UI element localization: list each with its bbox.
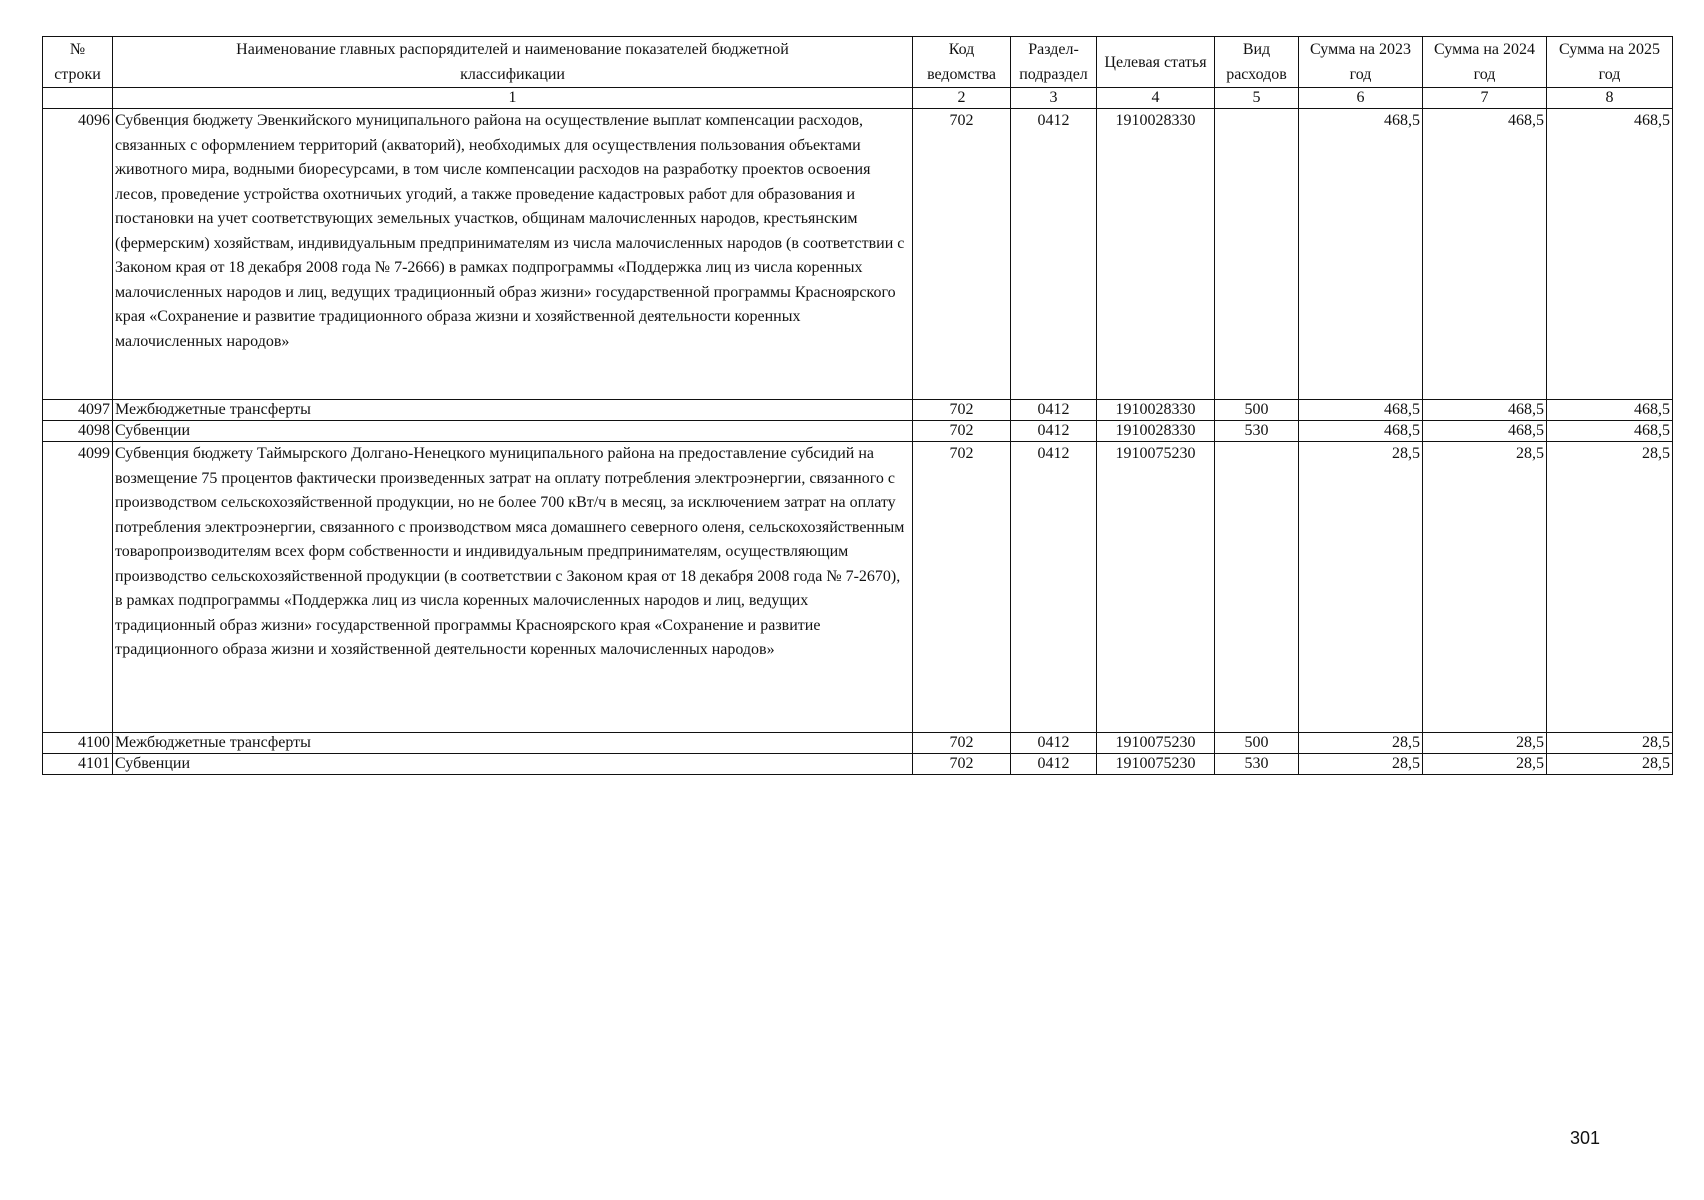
row-number: 4098 bbox=[43, 421, 113, 442]
row-name: Субвенции bbox=[113, 754, 913, 775]
row-2024: 468,5 bbox=[1423, 400, 1547, 421]
row-ved: 702 bbox=[913, 754, 1011, 775]
row-2025: 468,5 bbox=[1547, 400, 1673, 421]
header-statya: Целевая статья bbox=[1097, 37, 1215, 88]
header-row bbox=[43, 37, 1673, 88]
row-vid bbox=[1215, 109, 1299, 400]
row-razdel: 0412 bbox=[1011, 109, 1097, 400]
row-2023: 28,5 bbox=[1299, 754, 1423, 775]
column-number: 5 bbox=[1215, 88, 1299, 109]
column-number: 1 bbox=[113, 88, 913, 109]
row-2024: 28,5 bbox=[1423, 442, 1547, 733]
row-2023: 468,5 bbox=[1299, 109, 1423, 400]
row-2025: 468,5 bbox=[1547, 421, 1673, 442]
column-number: 7 bbox=[1423, 88, 1547, 109]
row-razdel: 0412 bbox=[1011, 421, 1097, 442]
row-2024: 28,5 bbox=[1423, 733, 1547, 754]
row-vid: 530 bbox=[1215, 421, 1299, 442]
column-number: 8 bbox=[1547, 88, 1673, 109]
header-name: Наименование главных распорядителей и наименование показателей бюджетной классификации bbox=[113, 37, 913, 88]
page-number: 301 bbox=[1570, 1128, 1601, 1148]
row-vid bbox=[1215, 442, 1299, 733]
column-number-blank bbox=[43, 88, 113, 109]
column-number: 6 bbox=[1299, 88, 1423, 109]
row-number: 4099 bbox=[43, 442, 113, 733]
row-name: Межбюджетные трансферты bbox=[113, 733, 913, 754]
row-2023: 28,5 bbox=[1299, 442, 1423, 733]
row-ved: 702 bbox=[913, 421, 1011, 442]
row-2025: 468,5 bbox=[1547, 109, 1673, 400]
row-number: 4101 bbox=[43, 754, 113, 775]
row-2024: 468,5 bbox=[1423, 421, 1547, 442]
row-razdel: 0412 bbox=[1011, 733, 1097, 754]
header-vid: Вид расходов bbox=[1215, 37, 1299, 88]
column-number: 3 bbox=[1011, 88, 1097, 109]
table-row bbox=[43, 754, 1673, 775]
row-2025: 28,5 bbox=[1547, 733, 1673, 754]
table-row bbox=[43, 400, 1673, 421]
header-2023: Сумма на 2023 год bbox=[1299, 37, 1423, 88]
row-name: Субвенции bbox=[113, 421, 913, 442]
row-vid: 530 bbox=[1215, 754, 1299, 775]
row-2025: 28,5 bbox=[1547, 754, 1673, 775]
row-number: 4100 bbox=[43, 733, 113, 754]
column-number-row bbox=[43, 88, 1673, 109]
row-ved: 702 bbox=[913, 442, 1011, 733]
header-ved: Код ведомства bbox=[913, 37, 1011, 88]
row-statya: 1910028330 bbox=[1097, 400, 1215, 421]
row-razdel: 0412 bbox=[1011, 754, 1097, 775]
row-2024: 28,5 bbox=[1423, 754, 1547, 775]
budget-table bbox=[42, 36, 1673, 775]
row-2024: 468,5 bbox=[1423, 109, 1547, 400]
header-razdel: Раздел-подраздел bbox=[1011, 37, 1097, 88]
row-statya: 1910028330 bbox=[1097, 421, 1215, 442]
row-ved: 702 bbox=[913, 733, 1011, 754]
row-statya: 1910028330 bbox=[1097, 109, 1215, 400]
table-row bbox=[43, 421, 1673, 442]
row-name: Субвенция бюджету Эвенкийского муниципального района на осуществление выплат компенсации расходов, связанных с оформлением территорий (акваторий), необходимых для осуществления пользования объектами животного мира, водными биоресурсами, в том числе компенсации расходов на разработку проектов освоения лесов, проведение устройства охотничьих угодий, а также проведение кадастровых работ для образования и постановки на учет соответствующих земельных участков, общинам малочисленных народов, крестьянским (фермерским) хозяйствам, индивидуальным предпринимателям из числа малочисленных народов (в соответствии с Законом края от 18 декабря 2008 года № 7-2666) в рамках подпрограммы «Поддержка лиц из числа коренных малочисленных народов и лиц, ведущих традиционный образ жизни» государственной программы Красноярского края «Сохранение и развитие традиционного образа жизни и хозяйственной деятельности коренных малочисленных народов» bbox=[113, 109, 913, 400]
row-statya: 1910075230 bbox=[1097, 733, 1215, 754]
table-row bbox=[43, 109, 1673, 400]
row-name: Субвенция бюджету Таймырского Долгано-Ненецкого муниципального района на предоставление субсидий на возмещение 75 процентов фактически произведенных затрат на оплату потребления электроэнергии, связанного с производством сельскохозяйственной продукции, но не более 700 кВт/ч в месяц, за исключением затрат на оплату потребления электроэнергии, связанного с производством мяса домашнего северного оленя, сельскохозяйственным товаропроизводителям всех форм собственности и индивидуальным предпринимателям, осуществляющим производство сельскохозяйственной продукции (в соответствии с Законом края от 18 декабря 2008 года № 7-2670), в рамках подпрограммы «Поддержка лиц из числа коренных малочисленных народов и лиц, ведущих традиционный образ жизни» государственной программы Красноярского края «Сохранение и развитие традиционного образа жизни и хозяйственной деятельности коренных малочисленных народов» bbox=[113, 442, 913, 733]
row-razdel: 0412 bbox=[1011, 442, 1097, 733]
row-razdel: 0412 bbox=[1011, 400, 1097, 421]
table-row bbox=[43, 733, 1673, 754]
column-number: 4 bbox=[1097, 88, 1215, 109]
row-statya: 1910075230 bbox=[1097, 442, 1215, 733]
header-no: № строки bbox=[43, 37, 113, 88]
row-statya: 1910075230 bbox=[1097, 754, 1215, 775]
row-name: Межбюджетные трансферты bbox=[113, 400, 913, 421]
row-ved: 702 bbox=[913, 109, 1011, 400]
row-number: 4097 bbox=[43, 400, 113, 421]
row-ved: 702 bbox=[913, 400, 1011, 421]
row-2023: 28,5 bbox=[1299, 733, 1423, 754]
header-2024: Сумма на 2024 год bbox=[1423, 37, 1547, 88]
row-vid: 500 bbox=[1215, 733, 1299, 754]
row-2025: 28,5 bbox=[1547, 442, 1673, 733]
table-row bbox=[43, 442, 1673, 733]
row-2023: 468,5 bbox=[1299, 421, 1423, 442]
row-2023: 468,5 bbox=[1299, 400, 1423, 421]
row-vid: 500 bbox=[1215, 400, 1299, 421]
row-number: 4096 bbox=[43, 109, 113, 400]
column-number: 2 bbox=[913, 88, 1011, 109]
header-2025: Сумма на 2025 год bbox=[1547, 37, 1673, 88]
